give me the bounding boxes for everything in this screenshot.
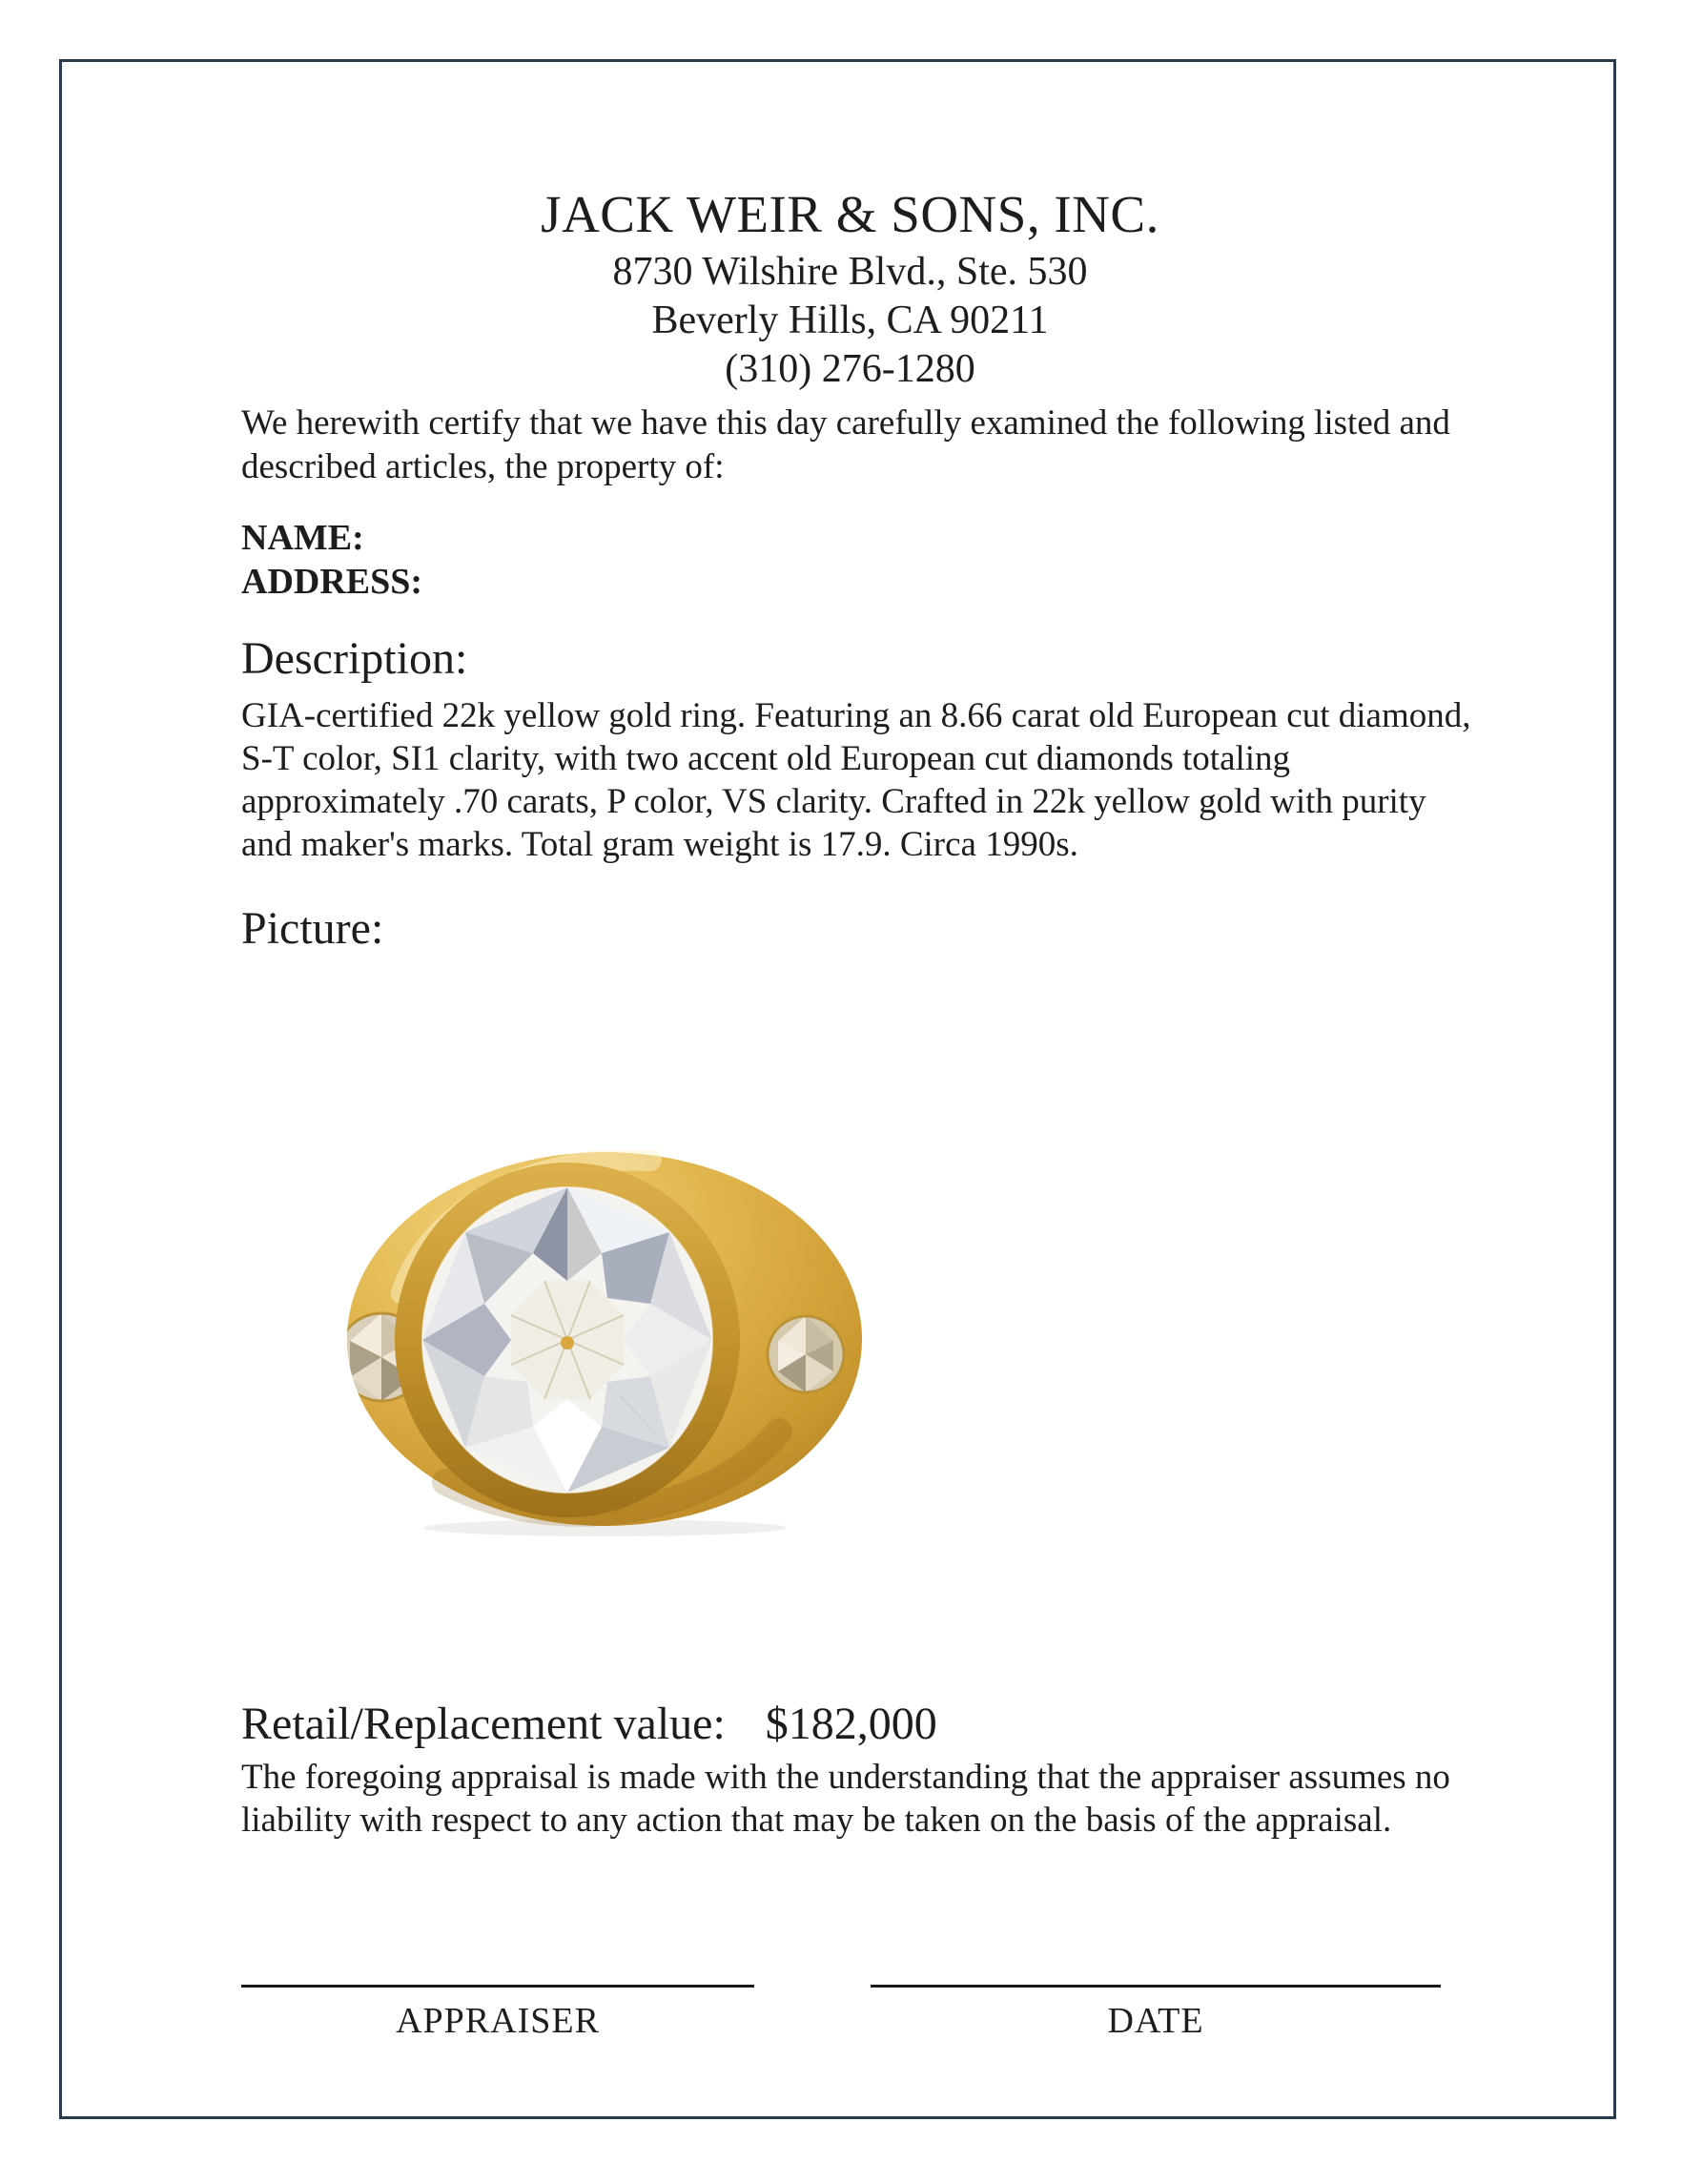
date-signature-line [871, 1985, 1441, 1988]
value-label: Retail/Replacement value: [241, 1699, 726, 1749]
description-text: GIA-certified 22k yellow gold ring. Featuring an 8.66 carat old European cut diamond, S-T color, SI1 clarity, with two accent old European cut diamonds totaling approximately .70 carats, P color, VS clarity. Crafted in 22k yellow gold with purity and maker's marks. Total gram weight is 17.9. Circa 1990s. [241, 696, 1471, 864]
disclaimer-text: The foregoing appraisal is made with the understanding that the appraiser assumes no liability with respect to any action that may be taken on the basis of the appraisal. [241, 1758, 1450, 1840]
owner-name-row [241, 516, 422, 560]
description-heading: Description: [241, 633, 468, 684]
accent-diamond-right [768, 1316, 844, 1392]
value-amount: $182,000 [765, 1699, 937, 1749]
appraiser-label: APPRAISER [396, 2001, 600, 2041]
center-diamond [422, 1187, 712, 1493]
owner-block [241, 516, 422, 604]
company-name: JACK WEIR & SONS, INC. [541, 185, 1159, 243]
company-address-line1: 8730 Wilshire Blvd., Ste. 530 [612, 250, 1088, 294]
certification-statement: We herewith certify that we have this day carefully examined the following listed and described articles, the property of: [241, 403, 1450, 486]
owner-address-row [241, 560, 422, 604]
appraiser-signature-block [241, 1985, 754, 2042]
picture-heading: Picture: [241, 903, 384, 954]
ring-image [345, 1150, 865, 1537]
date-signature-block [871, 1985, 1441, 2042]
appraiser-signature-line [241, 1985, 754, 1988]
address-label: ADDRESS: [241, 562, 423, 602]
ring-photo [345, 1150, 865, 1537]
company-phone: (310) 276-1280 [725, 347, 975, 391]
company-address-line2: Beverly Hills, CA 90211 [651, 299, 1049, 342]
valuation-line [241, 1698, 937, 1750]
culet-dot [561, 1336, 574, 1350]
name-label: NAME: [241, 518, 364, 558]
date-label: DATE [1107, 2001, 1204, 2041]
